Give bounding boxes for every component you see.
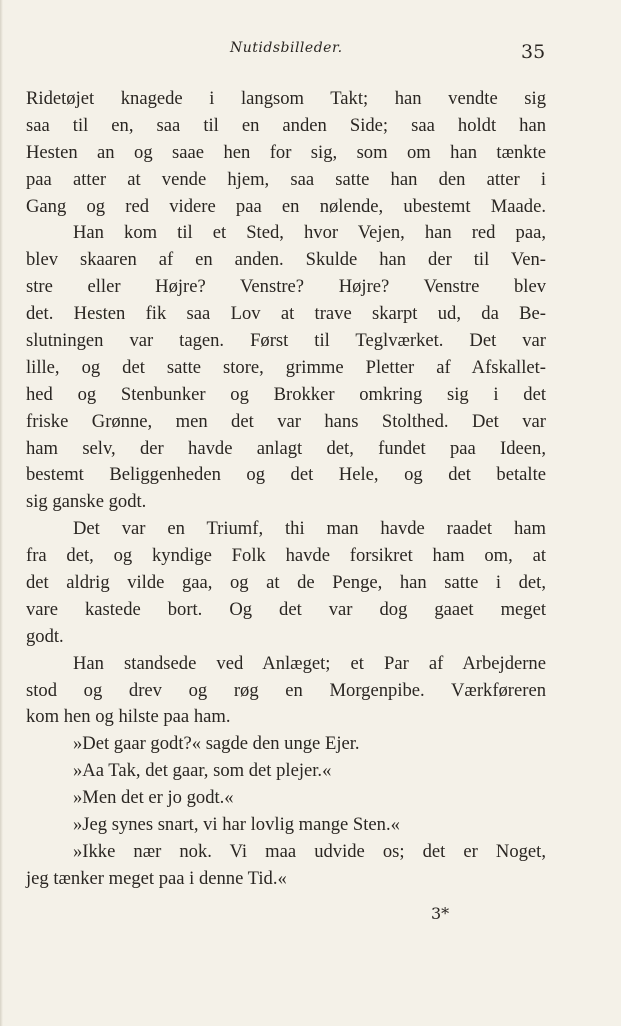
text-line: »Ikke nær nok. Vi maa udvide os; det er Noget, [73, 840, 546, 862]
text-line: jeg tænker meget paa i denne Tid.« [26, 867, 287, 889]
text-line: saa til en, saa til en anden Side; saa holdt han [26, 114, 546, 136]
text-line: hed og Stenbunker og Brokker omkring sig i det [26, 383, 546, 405]
text-line: fra det, og kyndige Folk havde forsikret ham om, at [26, 545, 546, 567]
text-line: »Jeg synes snart, vi har lovlig mange Sten.« [73, 814, 400, 836]
text-line: vare kastede bort. Og det var dog gaaet meget [26, 598, 546, 620]
text-line: sig ganske godt. [26, 491, 147, 513]
text-line: Ridetøjet knagede i langsom Takt; han vendte sig [26, 88, 546, 109]
text-line: Det var en Triumf, thi man havde raadet ham [73, 518, 546, 540]
text-line: Han kom til et Sted, hvor Vejen, han red paa, [73, 222, 546, 244]
text-line: godt. [26, 625, 64, 647]
signature-mark: 3* [431, 904, 450, 923]
text-line: Han standsede ved Anlæget; et Par af Arbejderne [73, 652, 546, 674]
text-line: det. Hesten fik saa Lov at trave skarpt ud, da Be- [26, 303, 546, 325]
text-line: Hesten an og saae hen for sig, som om han tænkte [26, 141, 546, 163]
text-line: friske Grønne, men det var hans Stolthed. Det var [26, 410, 546, 432]
text-line: det aldrig vilde gaa, og at de Penge, han satte i det, [26, 572, 546, 594]
text-line: paa atter at vende hjem, saa satte han den atter i [26, 168, 546, 190]
text-line: stre eller Højre? Venstre? Højre? Venstre blev [26, 276, 546, 298]
text-line: lille, og det satte store, grimme Pletter af Afskallet- [26, 356, 546, 378]
body-text [26, 86, 546, 893]
text-line: »Men det er jo godt.« [73, 787, 234, 809]
text-line: slutningen var tagen. Først til Teglværket. Det var [26, 330, 546, 352]
text-line: ham selv, der havde anlagt det, fundet paa Ideen, [26, 437, 546, 459]
text-line: bestemt Beliggenheden og det Hele, og det betalte [26, 464, 546, 486]
text-line: »Aa Tak, det gaar, som det plejer.« [73, 760, 332, 782]
text-line: Gang og red videre paa en nølende, ubestemt Maade. [26, 195, 546, 217]
text-line: stod og drev og røg en Morgenpibe. Værkføreren [26, 679, 546, 701]
text-line: blev skaaren af en anden. Skulde han der til Ven- [26, 249, 546, 271]
running-title: Nutidsbilleder. [230, 40, 343, 56]
text-line: kom hen og hilste paa ham. [26, 706, 231, 728]
page-gutter-edge [0, 0, 3, 1026]
page-number: 35 [521, 41, 546, 63]
text-line: »Det gaar godt?« sagde den unge Ejer. [73, 733, 360, 755]
